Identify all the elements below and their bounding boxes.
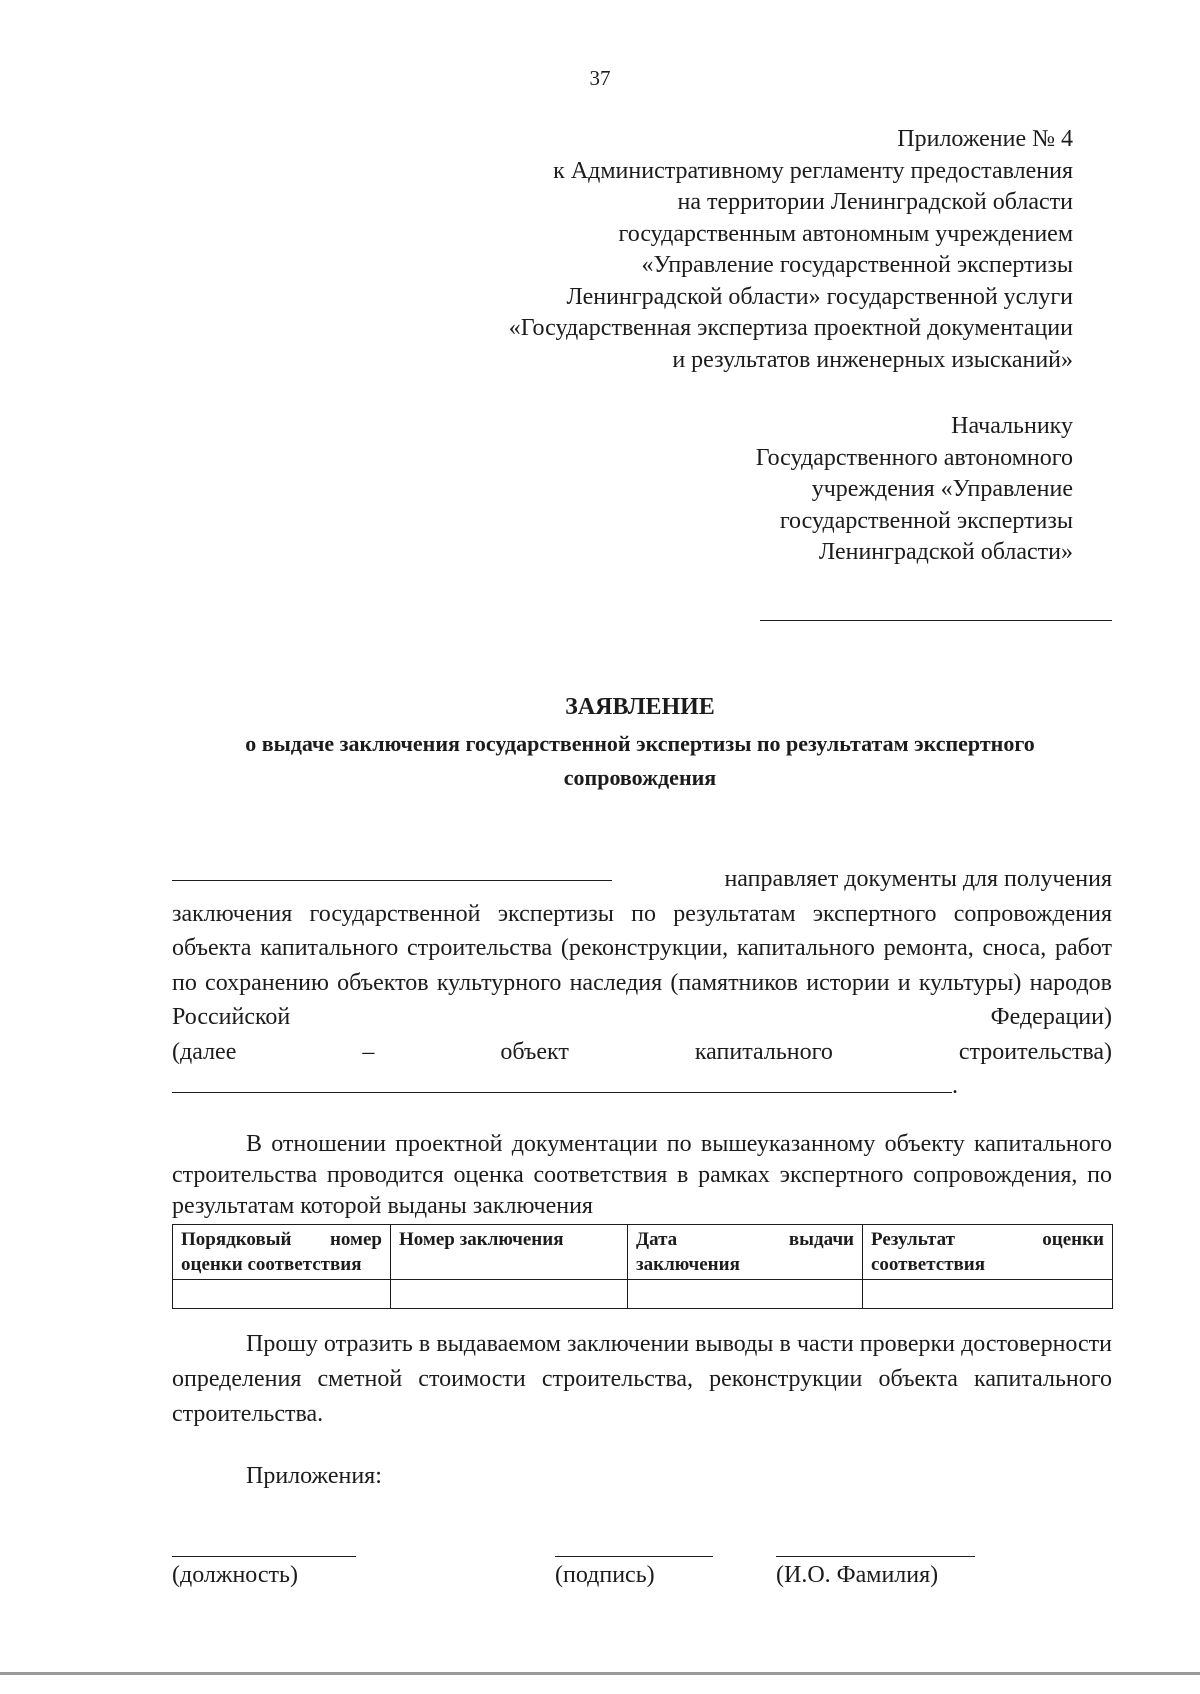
addressee-block	[553, 411, 1073, 569]
paragraph-word: –	[362, 1038, 375, 1065]
assessment-table	[172, 1224, 1113, 1309]
position-blank[interactable]	[172, 1556, 356, 1557]
paragraph-last-line	[172, 1035, 1112, 1070]
object-name-blank[interactable]	[172, 1072, 952, 1093]
document-subtitle: о выдаче заключения государственной экспертизы по результатам экспертного сопровождения	[245, 731, 1035, 790]
paragraph-word: капитального	[694, 1038, 833, 1065]
addressee-line: Государственного автономного	[755, 444, 1073, 471]
appendix-line: «Управление государственной экспертизы	[641, 252, 1073, 278]
appendix-line: Ленинградской области» государственной услуги	[566, 283, 1073, 310]
table-cell[interactable]	[863, 1280, 1113, 1309]
addressee-line: учреждения «Управление	[811, 476, 1073, 502]
applicant-name-blank[interactable]	[172, 862, 612, 881]
addressee-line: Начальнику	[951, 413, 1073, 439]
request-paragraph: Прошу отразить в выдаваемом заключении выводы в части проверки достоверности определения сметной стоимости строительства, реконструкции объекта капитального строительства.	[172, 1331, 1112, 1427]
name-blank[interactable]	[776, 1556, 975, 1557]
paragraph-word: (далее	[172, 1038, 237, 1065]
table-cell[interactable]	[628, 1280, 863, 1309]
paragraph-word: объект	[500, 1038, 569, 1065]
paragraph-word: строительства)	[958, 1038, 1112, 1065]
appendix-line: на территории Ленинградской области	[677, 189, 1073, 215]
application-paragraph	[172, 862, 1112, 1104]
object-line	[172, 1069, 1112, 1104]
table-header-row	[173, 1225, 1113, 1280]
table-header-cell: Номер заключения	[391, 1225, 628, 1280]
paragraph-body: заключения государственной экспертизы по результатам экспертного сопровождения объекта капитального строительства (реконструкции, капитального ремонта, сноса, работ по сохранению объектов культурного наследия (памятников истории и культуры) народов Российской Федерации)	[172, 900, 1112, 1030]
appendix-line: и результатов инженерных изысканий»	[672, 346, 1073, 373]
name-label: (И.О. Фамилия)	[776, 1562, 939, 1588]
appendix-line: государственным автономным учреждением	[618, 220, 1073, 247]
assessment-paragraph: В отношении проектной документации по вышеуказанному объекту капитального строительства проводится оценка соответствия в рамках экспертного сопровождения, по результатам которой выданы заключения	[172, 1131, 1112, 1219]
table-header-cell: Порядковый номер оценки соответствия	[173, 1225, 391, 1280]
end-mark: .	[952, 1073, 958, 1099]
appendix-line: Приложение № 4	[897, 126, 1073, 152]
appendix-reference	[353, 124, 1073, 376]
addressee-line: государственной экспертизы	[779, 507, 1073, 534]
addressee-line: Ленинградской области»	[818, 539, 1073, 565]
paragraph-lead: направляет документы для получения	[724, 866, 1112, 892]
table-row	[173, 1280, 1113, 1309]
attachments-label: Приложения:	[246, 1463, 382, 1489]
addressee-name-blank[interactable]	[760, 620, 1112, 621]
applicant-line	[172, 862, 1112, 897]
signature-blank[interactable]	[555, 1556, 713, 1557]
table-header-cell: Дата выдачи заключения	[628, 1225, 863, 1280]
appendix-line: «Государственная экспертиза проектной документации	[508, 315, 1073, 341]
signature-label: (подпись)	[555, 1562, 655, 1588]
table-cell[interactable]	[173, 1280, 391, 1309]
document-title: ЗАЯВЛЕНИЕ	[565, 694, 715, 720]
appendix-line: к Административному регламенту предоставления	[553, 157, 1073, 184]
scan-edge-divider	[0, 1672, 1200, 1675]
page-number: 37	[589, 66, 611, 90]
table-header-cell: Результат оценки соответствия	[863, 1225, 1113, 1280]
position-label: (должность)	[172, 1562, 298, 1588]
table-cell[interactable]	[391, 1280, 628, 1309]
